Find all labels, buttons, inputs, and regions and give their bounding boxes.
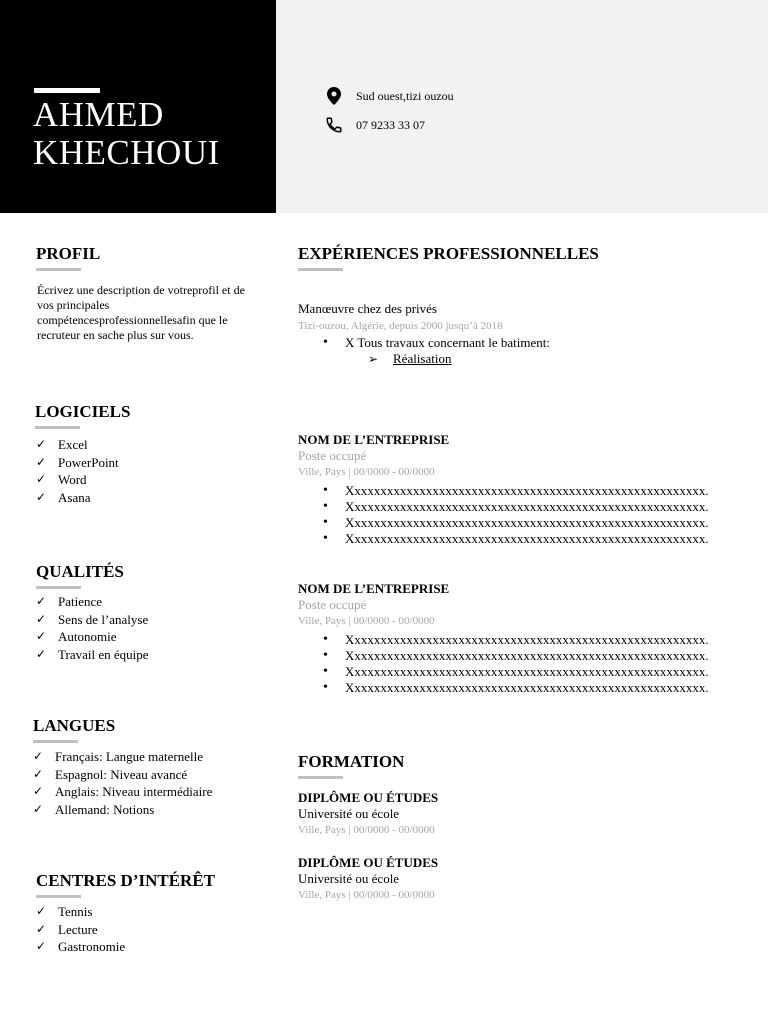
education-entry xyxy=(298,855,438,901)
education-meta: Ville, Pays | 00/0000 - 00/0000 xyxy=(298,889,435,901)
checkmark-icon: ✓ xyxy=(33,766,44,781)
job-meta: Ville, Pays | 00/0000 - 00/0000 xyxy=(298,466,435,478)
first-name: AHMED xyxy=(33,95,164,134)
job-position: Poste occupé xyxy=(298,448,367,463)
school-name: Université ou école xyxy=(298,871,400,886)
list-item: • Xxxxxxxxxxxxxxxxxxxxxxxxxxxxxxxxxxxxxxxxxxxxxxxxxxxxxxx. xyxy=(298,648,709,664)
profile-heading-rule xyxy=(36,268,81,271)
list-item: ✓ Asana xyxy=(36,489,91,505)
software-list xyxy=(36,436,119,506)
experience-heading: EXPÉRIENCES PROFESSIONNELLES xyxy=(298,244,599,263)
list-item: ✓ Autonomie xyxy=(36,629,117,644)
contact-address xyxy=(324,86,454,106)
job-entry xyxy=(298,432,709,547)
list-item: • Xxxxxxxxxxxxxxxxxxxxxxxxxxxxxxxxxxxxxxxxxxxxxxxxxxxxxxx. xyxy=(298,515,709,531)
list-item: ✓ Excel xyxy=(36,437,88,452)
education-meta: Ville, Pays | 00/0000 - 00/0000 xyxy=(298,824,435,836)
checkmark-icon: ✓ xyxy=(33,801,44,816)
name-accent-bar xyxy=(34,88,100,93)
list-item: ✓ Sens de l’analyse xyxy=(36,611,149,627)
languages-heading-rule xyxy=(33,740,78,743)
education-heading: FORMATION xyxy=(298,752,405,771)
interests-heading-rule xyxy=(36,895,81,898)
job-meta: Ville, Pays | 00/0000 - 00/0000 xyxy=(298,615,435,627)
list-item: ✓ Tennis xyxy=(36,904,93,919)
job-bullets xyxy=(298,335,550,351)
checkmark-icon: ✓ xyxy=(36,454,47,469)
checkmark-icon: ✓ xyxy=(36,939,47,953)
job-bullets xyxy=(298,632,709,696)
list-item: • Xxxxxxxxxxxxxxxxxxxxxxxxxxxxxxxxxxxxxxxxxxxxxxxxxxxxxxx. xyxy=(298,499,709,515)
list-item: ✓ Lecture xyxy=(36,921,98,937)
school-name: Université ou école xyxy=(298,806,400,821)
qualities-heading: QUALITÉS xyxy=(36,562,124,581)
checkmark-icon: ✓ xyxy=(36,646,47,661)
checkmark-icon: ✓ xyxy=(36,489,47,504)
list-item: ✓ PowerPoint xyxy=(36,454,119,470)
address-text: Sud ouest,tizi ouzou xyxy=(356,88,454,103)
checkmark-icon: ✓ xyxy=(33,784,44,798)
list-item: • Xxxxxxxxxxxxxxxxxxxxxxxxxxxxxxxxxxxxxxxxxxxxxxxxxxxxxxx. xyxy=(298,531,709,547)
list-item: ✓ Word xyxy=(36,472,87,487)
phone-icon xyxy=(324,115,344,135)
job-position: Poste occupé xyxy=(298,597,367,612)
languages-heading: LANGUES xyxy=(33,716,116,735)
job-title: Manœuvre chez des privés xyxy=(298,301,437,316)
software-heading-rule xyxy=(35,426,80,429)
checkmark-icon: ✓ xyxy=(33,749,44,763)
list-item: • Xxxxxxxxxxxxxxxxxxxxxxxxxxxxxxxxxxxxxxxxxxxxxxxxxxxxxxx. xyxy=(298,632,709,648)
phone-text: 07 9233 33 07 xyxy=(356,117,425,132)
checkmark-icon: ✓ xyxy=(36,594,47,608)
list-item: ✓ Travail en équipe xyxy=(36,646,149,662)
company-name: NOM DE L’ENTREPRISE xyxy=(298,432,450,447)
job-meta: Tizi-ouzou, Algérie, depuis 2000 jusqu’à 2018 xyxy=(298,320,503,332)
list-item: • Xxxxxxxxxxxxxxxxxxxxxxxxxxxxxxxxxxxxxxxxxxxxxxxxxxxxxxx. xyxy=(298,483,709,499)
interests-heading: CENTRES D’INTÉRÊT xyxy=(36,871,216,890)
experience-heading-rule xyxy=(298,268,343,271)
degree-title: DIPLÔME OU ÉTUDES xyxy=(298,855,439,870)
checkmark-icon: ✓ xyxy=(36,921,47,936)
full-name xyxy=(33,96,220,172)
list-item: • X Tous travaux concernant le batiment: xyxy=(298,335,550,351)
company-name: NOM DE L’ENTREPRISE xyxy=(298,581,450,596)
checkmark-icon: ✓ xyxy=(36,629,47,643)
job-entry xyxy=(298,301,550,367)
checkmark-icon: ✓ xyxy=(36,611,47,626)
profile-heading: PROFIL xyxy=(36,244,101,263)
list-item: ✓ Espagnol: Niveau avancé xyxy=(33,766,188,782)
sub-item xyxy=(298,351,550,367)
checkmark-icon: ✓ xyxy=(36,904,47,918)
software-heading: LOGICIELS xyxy=(35,402,131,421)
arrow-bullet-icon: ➢ xyxy=(368,352,379,366)
languages-list xyxy=(33,748,212,818)
degree-title: DIPLÔME OU ÉTUDES xyxy=(298,790,439,805)
education-entry xyxy=(298,790,438,836)
list-item: ✓ Patience xyxy=(36,594,103,609)
list-item: ✓ Anglais: Niveau intermédiaire xyxy=(33,784,213,799)
checkmark-icon: ✓ xyxy=(36,472,47,486)
header-light-panel xyxy=(276,0,768,213)
checkmark-icon: ✓ xyxy=(36,437,47,451)
qualities-list xyxy=(36,593,149,663)
interests-list xyxy=(36,903,125,956)
list-item: • Xxxxxxxxxxxxxxxxxxxxxxxxxxxxxxxxxxxxxxxxxxxxxxxxxxxxxxx. xyxy=(298,680,709,696)
list-item: ✓ Gastronomie xyxy=(36,939,126,954)
contact-phone xyxy=(324,115,425,135)
qualities-heading-rule xyxy=(36,586,81,589)
sub-item-label: Réalisation xyxy=(393,351,452,366)
last-name: KHECHOUI xyxy=(33,133,220,172)
profile-description: Écrivez une description de votreprofil et de vos principales compétencesprofessionnellesafin que le recruteur en sache plus sur vous. xyxy=(37,283,245,342)
list-item: ✓ Français: Langue maternelle xyxy=(33,749,203,764)
job-bullets xyxy=(298,483,709,547)
education-heading-rule xyxy=(298,776,343,779)
location-pin-icon xyxy=(324,86,344,106)
job-entry xyxy=(298,581,709,696)
list-item: ✓ Allemand: Notions xyxy=(33,801,155,817)
list-item: • Xxxxxxxxxxxxxxxxxxxxxxxxxxxxxxxxxxxxxxxxxxxxxxxxxxxxxxx. xyxy=(298,664,709,680)
